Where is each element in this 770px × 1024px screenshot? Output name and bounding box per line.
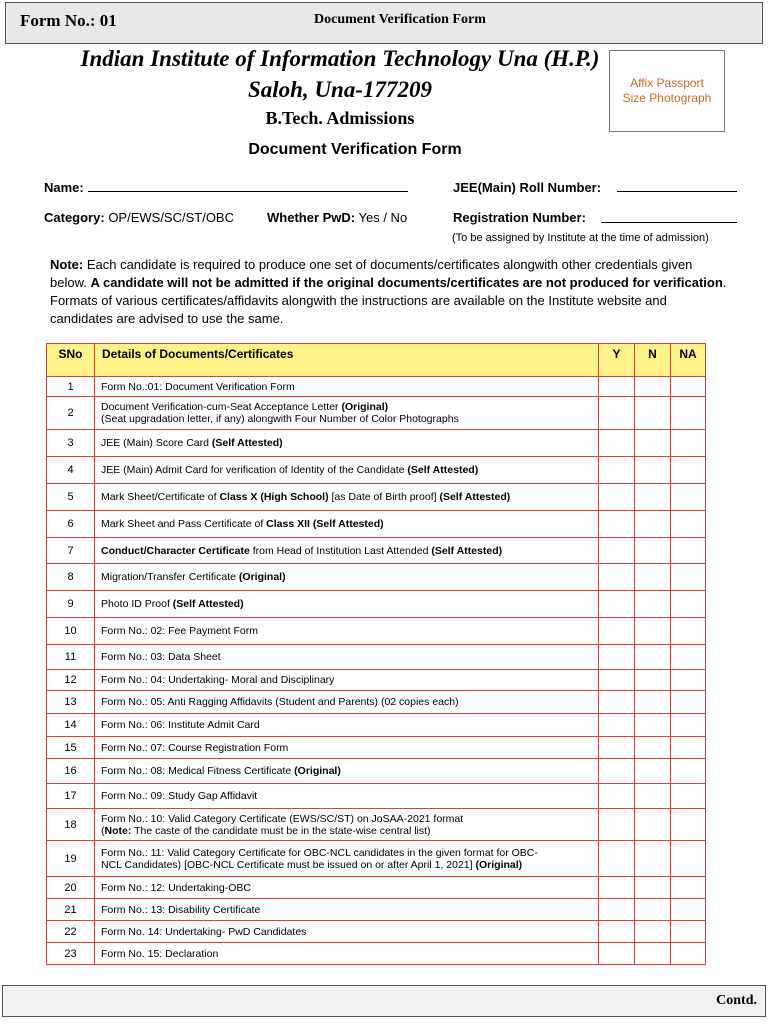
row-text: Form No.: 09: Study Gap Affidavit [101,790,258,802]
row-text: Form No.: 06: Institute Admit Card [101,719,260,731]
checkbox-cell-na[interactable] [671,784,706,809]
row-sno: 3 [47,430,95,457]
row-text: Migration/Transfer Certificate [101,571,239,583]
checkbox-cell-y[interactable] [599,759,635,784]
category-label: Category: [44,210,105,225]
checkbox-cell-y[interactable] [599,921,635,943]
table-row [47,511,706,538]
checkbox-cell-n[interactable] [635,618,671,645]
jee-roll-field-line[interactable] [617,191,737,192]
row-bold-text: (Original) [341,401,389,413]
row-sno: 22 [47,921,95,943]
pwd-row [267,210,407,225]
header-doc-title: Document Verification Form [314,12,486,27]
name-label: Name: [44,180,84,195]
top-header-bar [5,2,763,44]
row-sno: 11 [47,645,95,670]
row-text: Form No. 14: Undertaking- PwD Candidates [101,925,307,938]
category-row [44,210,234,225]
row-text: Mark Sheet/Certificate of [101,491,220,503]
row-details [95,841,599,877]
row-sno: 8 [47,564,95,591]
row-details [95,377,599,397]
row-sno: 21 [47,899,95,921]
row-text: JEE (Main) Score Card [101,437,212,449]
checkbox-cell-y[interactable] [599,618,635,645]
row-text: Form No.: 12: Undertaking-OBC [101,881,251,894]
category-value: OP/EWS/SC/ST/OBC [108,210,234,225]
row-sno: 19 [47,841,95,877]
name-field-line[interactable] [88,191,408,192]
row-bold-line2: (Original) [475,858,523,871]
checkbox-cell-y[interactable] [599,591,635,618]
footer-bar [2,985,766,1017]
row-details [95,714,599,737]
checkbox-cell-na[interactable] [671,397,706,430]
checkbox-cell-y[interactable] [599,670,635,691]
row-details [95,737,599,759]
checkbox-cell-n[interactable] [635,397,671,430]
checkbox-cell-n[interactable] [635,538,671,564]
checkbox-cell-n[interactable] [635,377,671,397]
row-text: Form No.: 11: Valid Category Certificate for OBC-NCL candidates in the given format for OBC- [101,846,538,859]
table-row [47,670,706,691]
checkbox-cell-n[interactable] [635,841,671,877]
table-row [47,877,706,899]
registration-hint: (To be assigned by Institute at the time of admission) [452,232,709,244]
program-title: B.Tech. Admissions [265,108,415,128]
header-details: Details of Documents/Certificates [95,344,599,377]
row-sno: 10 [47,618,95,645]
row-details [95,670,599,691]
header-n: N [635,344,671,377]
checkbox-cell-n[interactable] [635,714,671,737]
row-text: Form No.: 04: Undertaking- Moral and Disciplinary [101,674,335,686]
photo-box [609,50,725,132]
row-text: Form No.: 10: Valid Category Certificate (EWS/SC/ST) on JoSAA-2021 format [101,812,464,825]
row-sno: 7 [47,538,95,564]
table-row [47,645,706,670]
table-row [47,899,706,921]
row-sno: 4 [47,457,95,484]
checkbox-cell-y[interactable] [599,645,635,670]
table-row [47,784,706,809]
table-row [47,737,706,759]
row-details [95,538,599,564]
institute-name: Indian Institute of Information Technology Una (H.P.) [80,46,600,71]
checkbox-cell-n[interactable] [635,943,671,965]
row-text: Form No.: 07: Course Registration Form [101,741,289,754]
checkbox-cell-n[interactable] [635,645,671,670]
row-text-line2: ( [101,824,105,837]
checkbox-cell-n[interactable] [635,670,671,691]
checkbox-cell-na[interactable] [671,714,706,737]
row-sno: 18 [47,809,95,841]
table-row [47,457,706,484]
row-sno: 14 [47,714,95,737]
checkbox-cell-n[interactable] [635,457,671,484]
table-row [47,377,706,397]
checkbox-cell-n[interactable] [635,877,671,899]
table-row [47,841,706,877]
checkbox-cell-y[interactable] [599,538,635,564]
checkbox-cell-na[interactable] [671,877,706,899]
table-row [47,564,706,591]
note-text-1: Each candidate is required to produce one set of documents/certificates alongwith other credentials given below. [50,257,693,290]
row-text: Document Verification-cum-Seat Acceptance Letter [101,401,342,413]
row-sno: 6 [47,511,95,538]
checkbox-cell-n[interactable] [635,691,671,714]
checkbox-cell-na[interactable] [671,759,706,784]
checkbox-cell-y[interactable] [599,377,635,397]
row-details [95,397,599,430]
row-text-line2: NCL Candidates) [OBC-NCL Certificate must be issued on or after April 1, 2021] [101,858,476,871]
checkbox-cell-y[interactable] [599,511,635,538]
checkbox-cell-na[interactable] [671,511,706,538]
table-row [47,397,706,430]
jee-roll-label: JEE(Main) Roll Number: [453,180,602,195]
form-number: Form No.: 01 [20,11,117,30]
row-bold-text: (Self Attested) [211,437,283,449]
row-details [95,618,599,645]
row-text: Form No.: 05: Anti Ragging Affidavits (Student and Parents) (02 copies each) [101,696,459,708]
row-bold-text: (Original) [238,571,286,583]
table-header-row [47,344,706,377]
row-details [95,691,599,714]
row-text-line2-post: The caste of the candidate must be in the state-wise central list) [131,824,431,837]
row-bold-text-2: (Self Attested) [431,544,503,557]
note-label: Note: [50,257,84,272]
row-details [95,564,599,591]
row-text: Form No.: 13: Disability Certificate [101,903,261,916]
row-bold-text: Class XII (Self Attested) [266,518,384,530]
table-row [47,691,706,714]
checkbox-cell-y[interactable] [599,784,635,809]
checkbox-cell-na[interactable] [671,430,706,457]
checkbox-cell-n[interactable] [635,809,671,841]
table-row [47,591,706,618]
row-sno: 13 [47,691,95,714]
checkbox-cell-y[interactable] [599,484,635,511]
note-text-2: . Formats of various certificates/affidavits alongwith the instructions are available on the Institute website and candidates are advised to use the same. [50,275,727,326]
row-details [95,591,599,618]
header-na: NA [671,344,706,377]
institute-address: Saloh, Una-177209 [247,77,433,102]
registration-label: Registration Number: [453,210,586,225]
row-details [95,645,599,670]
checkbox-cell-na[interactable] [671,484,706,511]
row-text: Form No.: 02: Fee Payment Form [101,625,258,637]
checkbox-cell-n[interactable] [635,511,671,538]
table-row [47,809,706,841]
row-sno: 9 [47,591,95,618]
checkbox-cell-y[interactable] [599,457,635,484]
table-row [47,759,706,784]
checkbox-cell-n[interactable] [635,484,671,511]
checkbox-cell-na[interactable] [671,591,706,618]
checkbox-cell-n[interactable] [635,921,671,943]
row-bold-text: (Self Attested) [172,598,244,610]
checkbox-cell-na[interactable] [671,645,706,670]
registration-field-line[interactable] [601,222,737,223]
checkbox-cell-y[interactable] [599,430,635,457]
photo-box-line2: Size Photograph [622,91,712,105]
row-sno: 17 [47,784,95,809]
row-details [95,457,599,484]
checkbox-cell-n[interactable] [635,784,671,809]
row-details [95,809,599,841]
checkbox-cell-y[interactable] [599,943,635,965]
row-details [95,784,599,809]
checkbox-cell-na[interactable] [671,921,706,943]
checkbox-cell-y[interactable] [599,691,635,714]
checkbox-cell-n[interactable] [635,591,671,618]
row-text-post: from Head of Institution Last Attended [249,544,432,557]
header-sno: SNo [47,344,95,377]
checkbox-cell-na[interactable] [671,691,706,714]
note-paragraph [50,256,730,328]
table-row [47,618,706,645]
table-row [47,430,706,457]
checkbox-cell-y[interactable] [599,564,635,591]
header-y: Y [599,344,635,377]
row-text-post: [as Date of Birth proof] [328,491,440,503]
row-bold-text: Class X (High School) [219,491,329,503]
row-details [95,899,599,921]
pwd-value: Yes / No [358,210,408,225]
checkbox-cell-y[interactable] [599,397,635,430]
pwd-label: Whether PwD: [267,210,356,225]
row-details [95,430,599,457]
checkbox-cell-na[interactable] [671,618,706,645]
checkbox-cell-na[interactable] [671,377,706,397]
row-bold-text-2: (Self Attested) [439,491,511,503]
checkbox-cell-na[interactable] [671,538,706,564]
checkbox-cell-na[interactable] [671,670,706,691]
checkbox-cell-n[interactable] [635,759,671,784]
row-sno: 23 [47,943,95,965]
row-sno: 15 [47,737,95,759]
checkbox-cell-y[interactable] [599,737,635,759]
row-text: Mark Sheet and Pass Certificate of [101,518,267,530]
table-row [47,714,706,737]
row-details [95,943,599,965]
row-sno: 2 [47,397,95,430]
checkbox-cell-y[interactable] [599,841,635,877]
row-text: Form No.:01: Document Verification Form [101,380,295,393]
checkbox-cell-na[interactable] [671,809,706,841]
checkbox-cell-y[interactable] [599,809,635,841]
table-row [47,921,706,943]
note-bold-text: A candidate will not be admitted if the original documents/certificates are not produced for verification [90,275,723,290]
row-details [95,759,599,784]
row-details [95,877,599,899]
checkbox-cell-na[interactable] [671,899,706,921]
contd-label: Contd. [716,993,757,1008]
row-text: JEE (Main) Admit Card for verification of Identity of the Candidate [101,464,408,476]
row-text: Form No.: 03: Data Sheet [101,651,221,663]
row-bold-line2: Note: [104,824,132,837]
row-sno: 12 [47,670,95,691]
checkbox-cell-na[interactable] [671,457,706,484]
checkbox-cell-y[interactable] [599,899,635,921]
checkbox-cell-na[interactable] [671,564,706,591]
checkbox-cell-n[interactable] [635,564,671,591]
table-row [47,538,706,564]
checkbox-cell-n[interactable] [635,430,671,457]
row-sno: 5 [47,484,95,511]
row-bold-text: (Self Attested) [407,464,479,476]
row-text: Form No. 15: Declaration [101,947,219,960]
checkbox-cell-y[interactable] [599,877,635,899]
table-row [47,943,706,965]
checkbox-cell-na[interactable] [671,943,706,965]
checkbox-cell-y[interactable] [599,714,635,737]
row-details [95,511,599,538]
row-sno: 1 [47,377,95,397]
row-text: Photo ID Proof [101,598,173,610]
row-bold-text: Conduct/Character Certificate [101,544,250,557]
checkbox-cell-na[interactable] [671,841,706,877]
form-subtitle: Document Verification Form [248,141,462,158]
checkbox-cell-n[interactable] [635,737,671,759]
photo-box-line1: Affix Passport [630,76,704,90]
row-text: Form No.: 08: Medical Fitness Certificate [101,765,295,777]
row-details [95,484,599,511]
table-row [47,484,706,511]
checkbox-cell-n[interactable] [635,899,671,921]
row-bold-text: (Original) [294,765,341,777]
documents-table [46,343,706,965]
row-sno: 20 [47,877,95,899]
checkbox-cell-na[interactable] [671,737,706,759]
row-text-line2: (Seat upgradation letter, if any) alongwith Four Number of Color Photographs [101,413,459,425]
row-details [95,921,599,943]
row-sno: 16 [47,759,95,784]
